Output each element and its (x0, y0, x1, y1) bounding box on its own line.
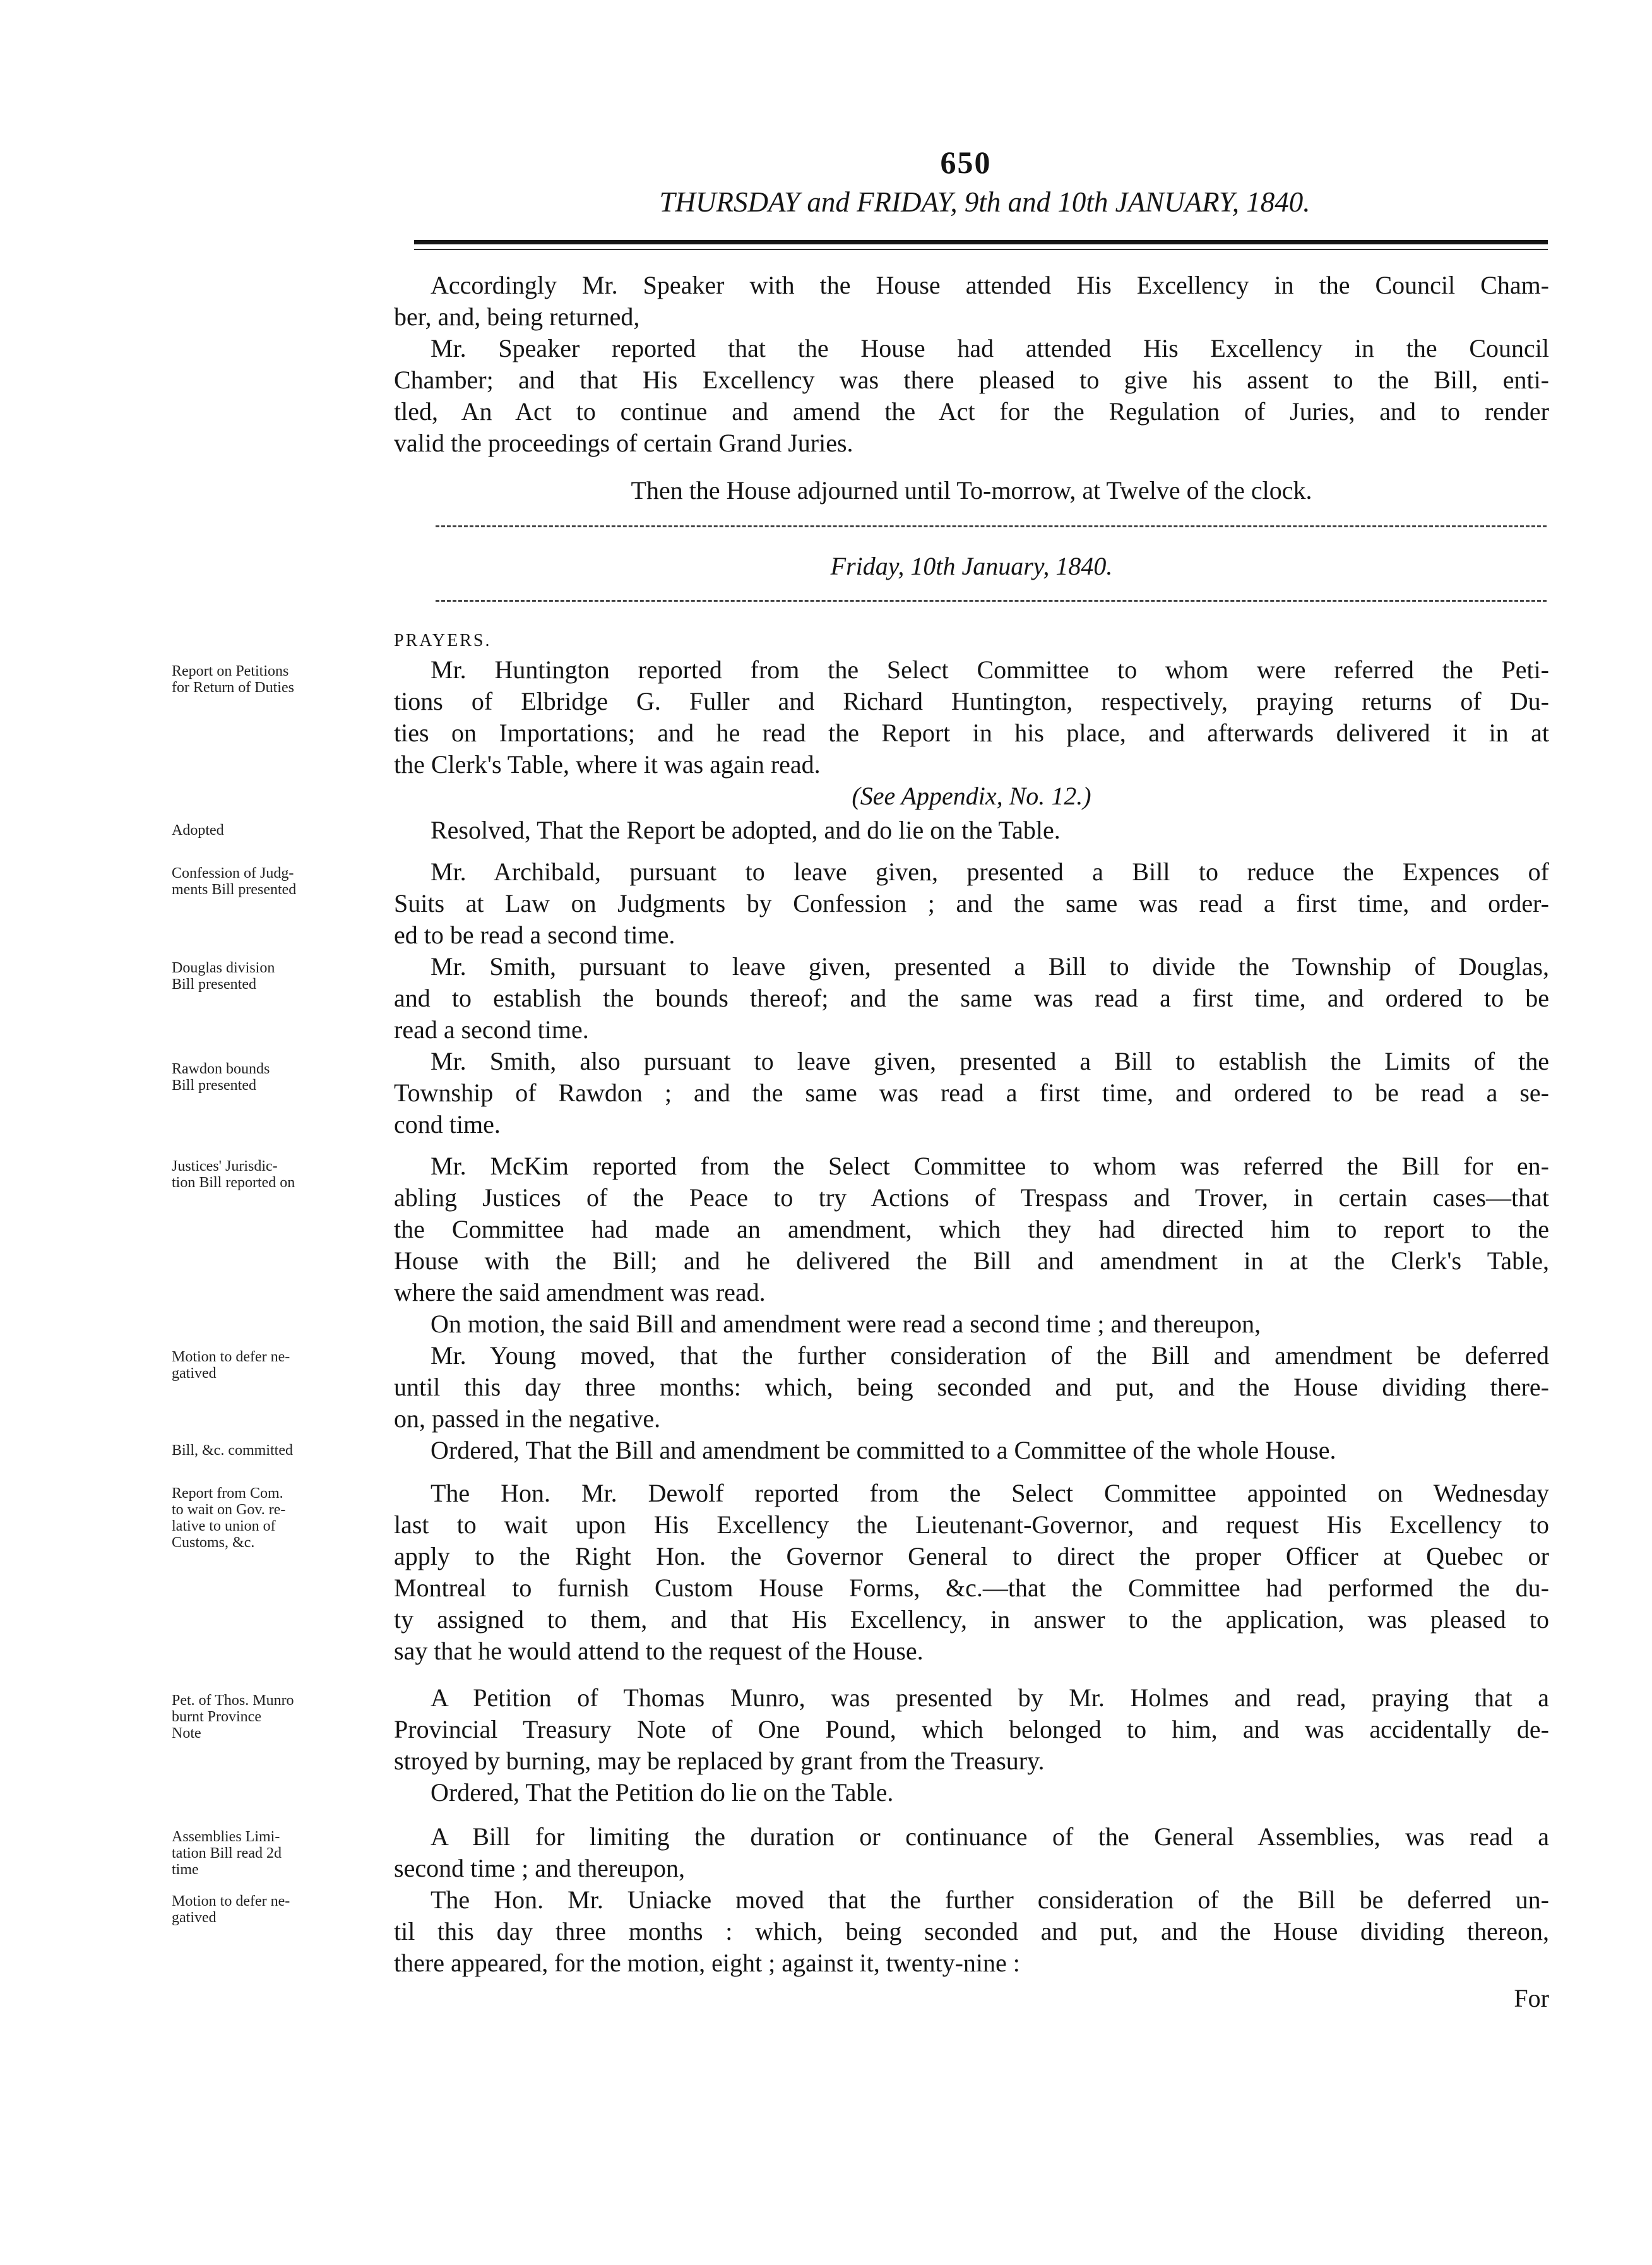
body-line: until this day three months: which, being seconded and put, and the House dividing there- (394, 1373, 1549, 1401)
date-heading: Friday, 10th January, 1840. (830, 552, 1113, 580)
margin-note-line: Pet. of Thos. Munro (172, 1692, 294, 1709)
body-line: Mr. Smith, pursuant to leave given, presented a Bill to divide the Township of Douglas, (431, 952, 1549, 981)
margin-note-line: Rawdon bounds (172, 1061, 270, 1077)
margin-note-line: Bill presented (172, 1077, 256, 1094)
margin-note-line: Report from Com. (172, 1485, 283, 1502)
margin-note-line: Report on Petitions (172, 663, 289, 679)
body-line: Mr. Speaker reported that the House had attended His Excellency in the Council (431, 334, 1549, 362)
appendix-reference: (See Appendix, No. 12.) (852, 782, 1091, 810)
body-line: say that he would attend to the request of the House. (394, 1637, 924, 1665)
body-line: House with the Bill; and he delivered the Bill and amendment in at the Clerk's Table, (394, 1246, 1549, 1275)
margin-note-line: Justices' Jurisdic- (172, 1158, 278, 1174)
body-line: the Clerk's Table, where it was again read. (394, 750, 821, 779)
margin-note-line: Adopted (172, 822, 224, 839)
order-line: Ordered, That the Petition do lie on the Table. (431, 1778, 894, 1807)
margin-note-adopted (172, 822, 386, 839)
body-line: on, passed in the negative. (394, 1404, 661, 1433)
body-line: Mr. Huntington reported from the Select Committee to whom were referred the Peti- (431, 655, 1549, 684)
body-line: stroyed by burning, may be replaced by grant from the Treasury. (394, 1747, 1045, 1775)
margin-note-confession-bill (172, 865, 386, 898)
body-line: cond time. (394, 1110, 501, 1138)
section-rule-dashed (436, 600, 1547, 602)
margin-note-line: Customs, &c. (172, 1534, 255, 1551)
margin-note-bill-committed (172, 1442, 386, 1459)
margin-note-line: ments Bill presented (172, 881, 297, 898)
margin-note-line: time (172, 1862, 199, 1878)
body-line: The Hon. Mr. Uniacke moved that the further consideration of the Bill be deferred un- (431, 1886, 1549, 1914)
body-line: apply to the Right Hon. the Governor General to direct the proper Officer at Quebec or (394, 1542, 1549, 1570)
margin-note-line: lative to union of (172, 1518, 276, 1534)
margin-note-report-petitions (172, 663, 386, 696)
margin-note-motion-negatived-2 (172, 1893, 386, 1926)
resolution-line: Resolved, That the Report be adopted, and do lie on the Table. (431, 816, 1061, 844)
header-rule-thin (414, 249, 1548, 250)
margin-note-line: Confession of Judg- (172, 865, 294, 881)
margin-note-line: gatived (172, 1909, 217, 1926)
margin-note-line: Assemblies Limi- (172, 1829, 280, 1845)
body-line: where the said amendment was read. (394, 1278, 766, 1306)
margin-note-douglas-bill (172, 960, 386, 993)
header-rule-heavy (414, 240, 1548, 244)
body-line: Mr. Young moved, that the further consideration of the Bill and amendment be deferred (431, 1341, 1549, 1370)
order-line: Ordered, That the Bill and amendment be committed to a Committee of the whole House. (431, 1436, 1336, 1464)
margin-note-line: gatived (172, 1365, 217, 1382)
body-line: On motion, the said Bill and amendment were read a second time ; and thereupon, (431, 1310, 1261, 1338)
body-line: read a second time. (394, 1015, 589, 1044)
margin-note-munro-petition (172, 1692, 386, 1742)
body-line: Suits at Law on Judgments by Confession ; and the same was read a first time, and order- (394, 889, 1549, 917)
margin-note-line: tation Bill read 2d (172, 1845, 282, 1862)
body-line: A Bill for limiting the duration or continuance of the General Assemblies, was read a (431, 1822, 1549, 1851)
margin-note-report-customs (172, 1485, 386, 1551)
body-line: Montreal to furnish Custom House Forms, &c.—that the Committee had performed the du- (394, 1574, 1549, 1602)
adjournment-line: Then the House adjourned until To-morrow, at Twelve of the clock. (631, 476, 1312, 505)
margin-note-line: for Return of Duties (172, 679, 294, 696)
body-line: Mr. McKim reported from the Select Committee to whom was referred the Bill for en- (431, 1152, 1549, 1180)
section-rule-dashed (436, 525, 1547, 527)
margin-note-assemblies-bill (172, 1829, 386, 1878)
body-line: A Petition of Thomas Munro, was presented by Mr. Holmes and read, praying that a (431, 1683, 1549, 1712)
body-line: second time ; and thereupon, (394, 1854, 685, 1882)
margin-note-line: Douglas division (172, 960, 275, 976)
body-line: ties on Importations; and he read the Report in his place, and afterwards delivered it in at (394, 719, 1549, 747)
body-line: Chamber; and that His Excellency was there pleased to give his assent to the Bill, enti- (394, 366, 1549, 394)
body-line: ber, and, being returned, (394, 302, 640, 331)
body-line: The Hon. Mr. Dewolf reported from the Select Committee appointed on Wednesday (431, 1479, 1549, 1507)
body-line: ed to be read a second time. (394, 921, 675, 949)
body-line: the Committee had made an amendment, which they had directed him to report to the (394, 1215, 1549, 1243)
prayers-heading: PRAYERS. (394, 631, 492, 650)
margin-note-justices-bill (172, 1158, 386, 1191)
body-line: Provincial Treasury Note of One Pound, which belonged to him, and was accidentally de- (394, 1715, 1549, 1743)
page-number: 650 (940, 145, 992, 180)
body-line: and to establish the bounds thereof; and the same was read a first time, and ordered to be (394, 984, 1549, 1012)
running-head: THURSDAY and FRIDAY, 9th and 10th JANUARY, 1840. (659, 186, 1310, 218)
margin-note-line: Motion to defer ne- (172, 1893, 290, 1909)
body-line: last to wait upon His Excellency the Lieutenant-Governor, and request His Excellency to (394, 1510, 1549, 1539)
body-line: til this day three months : which, being seconded and put, and the House dividing thereon, (394, 1917, 1549, 1945)
body-line: Accordingly Mr. Speaker with the House attended His Excellency in the Council Cham- (431, 271, 1549, 299)
margin-note-line: to wait on Gov. re- (172, 1502, 286, 1518)
body-line: valid the proceedings of certain Grand Juries. (394, 429, 853, 457)
body-line: tions of Elbridge G. Fuller and Richard Huntington, respectively, praying returns of Du- (394, 687, 1549, 715)
margin-note-rawdon-bill (172, 1061, 386, 1094)
body-line: tled, An Act to continue and amend the Act for the Regulation of Juries, and to render (394, 397, 1549, 426)
margin-note-line: Bill, &c. committed (172, 1442, 293, 1459)
body-line: there appeared, for the motion, eight ; against it, twenty-nine : (394, 1949, 1020, 1977)
margin-note-motion-negatived (172, 1349, 386, 1382)
body-line: abling Justices of the Peace to try Actions of Trespass and Trover, in certain cases—that (394, 1183, 1549, 1212)
catchword: For (1514, 1984, 1549, 2012)
body-line: Mr. Archibald, pursuant to leave given, presented a Bill to reduce the Expences of (431, 858, 1549, 886)
margin-note-line: Motion to defer ne- (172, 1349, 290, 1365)
margin-note-line: Bill presented (172, 976, 256, 993)
margin-note-line: tion Bill reported on (172, 1174, 295, 1191)
body-line: Township of Rawdon ; and the same was read a first time, and ordered to be read a se- (394, 1079, 1549, 1107)
margin-note-line: Note (172, 1725, 201, 1742)
margin-note-line: burnt Province (172, 1709, 261, 1725)
body-line: ty assigned to them, and that His Excellency, in answer to the application, was pleased to (394, 1605, 1549, 1634)
body-line: Mr. Smith, also pursuant to leave given, presented a Bill to establish the Limits of the (431, 1047, 1549, 1075)
